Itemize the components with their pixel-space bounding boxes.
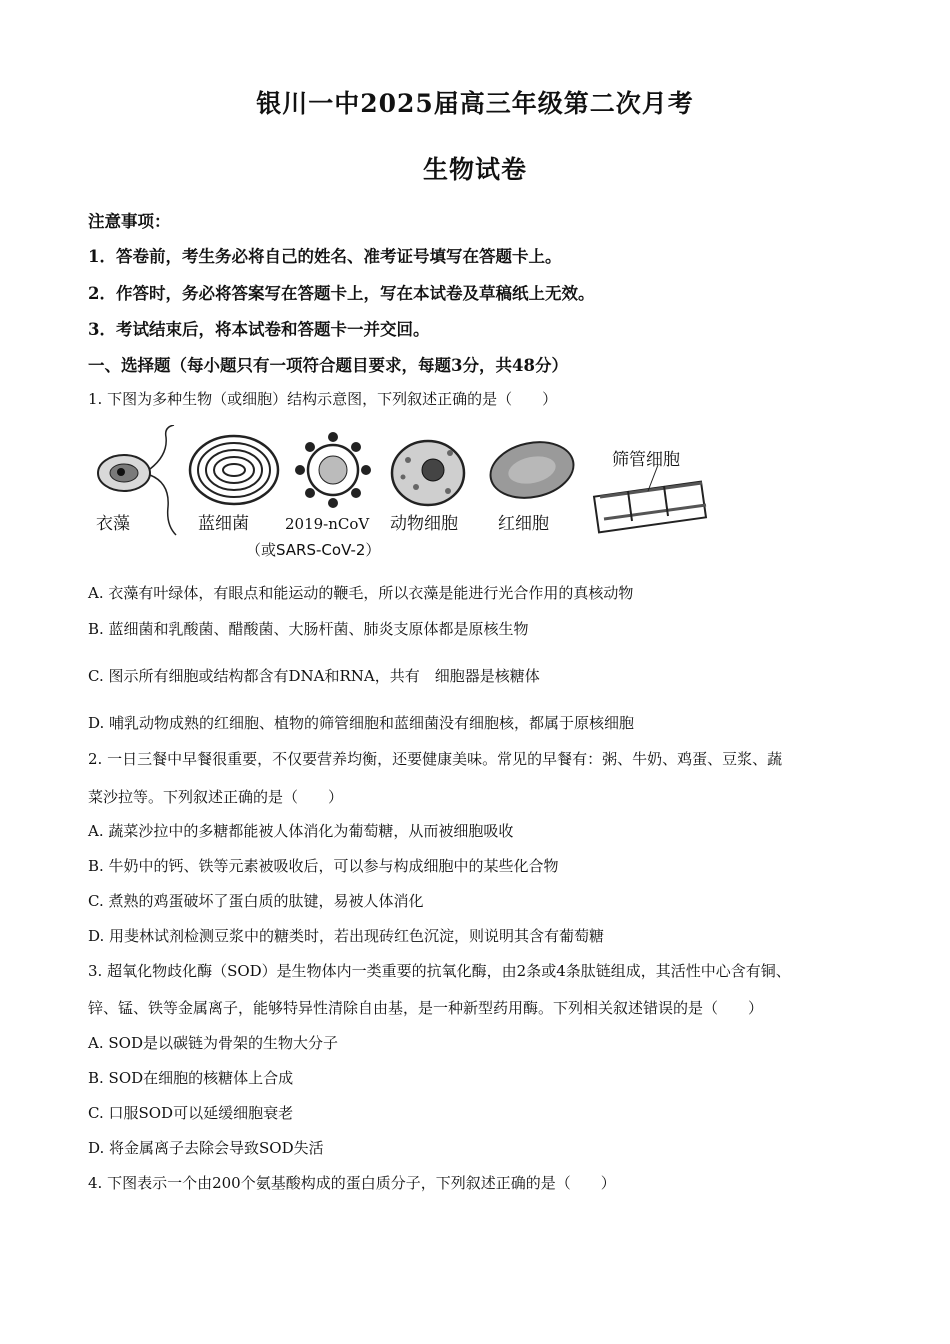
notice-item: 2．作答时，务必将答案写在答题卡上，写在本试卷及草稿纸上无效。 (88, 284, 595, 303)
question-1-option-c: C. 图示所有细胞或结构都含有DNA和RNA，共有 细胞器是核糖体 (88, 667, 540, 685)
question-3-option-d: D. 将金属离子去除会导致SOD失活 (88, 1139, 324, 1157)
exam-title: 银川一中2025届高三年级第二次月考 (256, 89, 694, 118)
question-1-option-d: D. 哺乳动物成熟的红细胞、植物的筛管细胞和蓝细菌没有细胞核，都属于原核细胞 (88, 714, 635, 732)
question-1-stem: 1. 下图为多种生物（或细胞）结构示意图，下列叙述正确的是（ ） (88, 390, 558, 408)
label-red-blood-cell: 红细胞 (498, 514, 549, 534)
cyanobacterium-illustration (190, 436, 278, 504)
notice-heading: 注意事项： (88, 212, 171, 231)
label-sieve-tube: 筛管细胞 (612, 450, 680, 470)
animal-cell-illustration (392, 441, 464, 505)
exam-subtitle: 生物试卷 (422, 155, 527, 184)
question-4-stem: 4. 下图表示一个由200个氨基酸构成的蛋白质分子，下列叙述正确的是（ ） (88, 1174, 616, 1192)
question-1-option-b: B. 蓝细菌和乳酸菌、醋酸菌、大肠杆菌、肺炎支原体都是原核生物 (88, 620, 529, 638)
question-2-option-a: A. 蔬菜沙拉中的多糖都能被人体消化为葡萄糖，从而被细胞吸收 (88, 822, 514, 840)
label-virus-alt: （或SARS-CoV-2） (246, 541, 381, 559)
label-animal-cell: 动物细胞 (390, 514, 458, 534)
red-blood-cell-illustration (485, 435, 578, 505)
label-chlamydomonas: 衣藻 (96, 514, 130, 534)
question-2-option-d: D. 用斐林试剂检测豆浆中的糖类时，若出现砖红色沉淀，则说明其含有葡萄糖 (88, 927, 605, 945)
question-2-stem-line1: 2. 一日三餐中早餐很重要，不仅要营养均衡，还要健康美味。常见的早餐有：粥、牛奶、鸡蛋、豆浆、蔬 (88, 750, 783, 768)
question-2-stem-line2: 菜沙拉等。下列叙述正确的是（ ） (88, 788, 344, 806)
question-3-stem-line1: 3. 超氧化物歧化酶（SOD）是生物体内一类重要的抗氧化酶，由2条或4条肽链组成，其活性中心含有铜、 (88, 962, 791, 980)
label-cyanobacterium: 蓝细菌 (198, 514, 249, 534)
coronavirus-illustration (295, 432, 371, 508)
question-3-stem-line2: 锌、锰、铁等金属离子，能够特异性清除自由基，是一种新型药用酶。下列相关叙述错误的是（ ） (88, 999, 764, 1017)
question-1-option-a: A. 衣藻有叶绿体，有眼点和能运动的鞭毛，所以衣藻是能进行光合作用的真核动物 (88, 584, 634, 602)
question-2-option-b: B. 牛奶中的钙、铁等元素被吸收后，可以参与构成细胞中的某些化合物 (88, 857, 559, 875)
notice-item: 1．答卷前，考生务必将自己的姓名、准考证号填写在答题卡上。 (88, 247, 562, 266)
question-3-option-b: B. SOD在细胞的核糖体上合成 (88, 1069, 294, 1087)
section-heading: 一、选择题（每小题只有一项符合题目要求，每题3分，共48分） (88, 356, 568, 375)
question-3-option-a: A. SOD是以碳链为骨架的生物大分子 (88, 1034, 338, 1052)
question-2-option-c: C. 煮熟的鸡蛋破坏了蛋白质的肽键，易被人体消化 (88, 892, 424, 910)
notice-item: 3．考试结束后，将本试卷和答题卡一并交回。 (88, 320, 430, 339)
label-virus: 2019-nCoV (285, 515, 370, 533)
question-3-option-c: C. 口服SOD可以延缓细胞衰老 (88, 1104, 294, 1122)
sieve-tube-illustration (594, 465, 706, 532)
organisms-figure (88, 425, 728, 565)
